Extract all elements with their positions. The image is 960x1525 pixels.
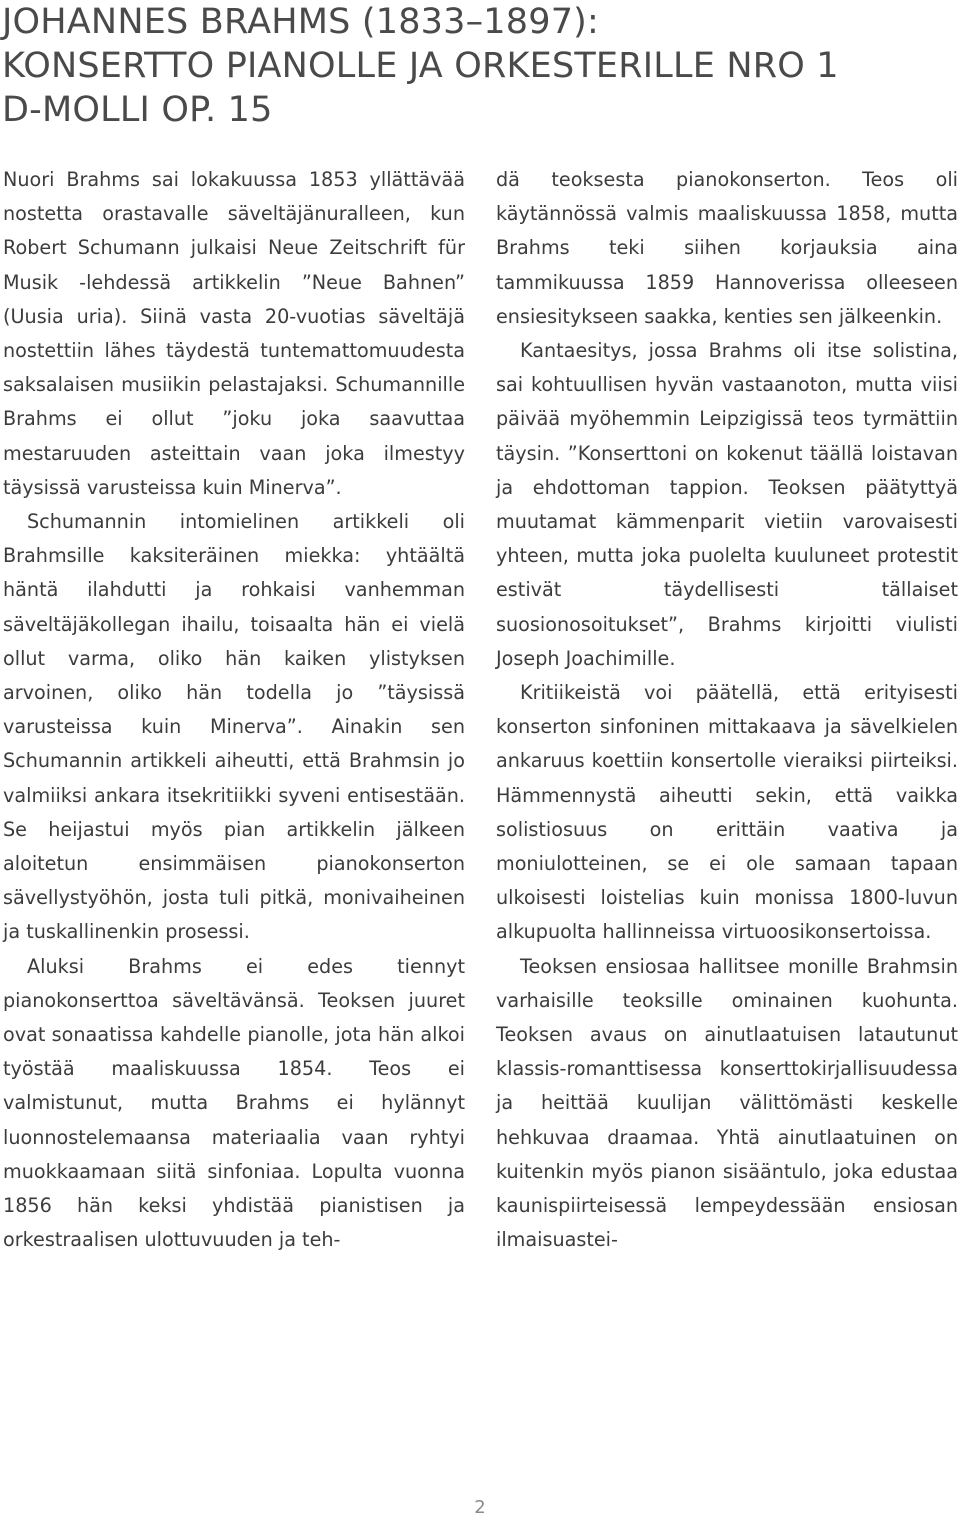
left-column (3, 163, 465, 1258)
page-number: 2 (474, 1497, 486, 1518)
paragraph: Kantaesitys, jossa Brahms oli itse solistina, sai kohtuullisen hyvän vastaanoton, mutta viisi päivää myöhemmin Leipzigissä teos tyrmättiin täysin. ”Konserttoni on kokenut täällä loistavan ja ehdottoman tappion. Teoksen päätyttyä muutamat kämmenparit vietiin varovaisesti yhteen, mutta joka puolelta kuuluneet protestit estivät täydellisesti tällaiset suosionosoitukset”, Brahms kirjoitti viulisti Joseph Joachimille. (496, 339, 958, 670)
page-title (2, 0, 952, 132)
paragraph: Teoksen ensiosaa hallitsee monille Brahmsin varhaisille teoksille ominainen kuohunta. Teoksen avaus on ainutlaatuisen latautunut klassis-romanttisessa konserttokirjallisuudessa ja heittää kuulijan välittömästi keskelle hehkuvaa draamaa. Yhtä ainutlaatuinen on kuitenkin myös pianon sisääntulo, joka edustaa kaunispiirteisessä lempeydessään ensiosan ilmaisuastei- (496, 954, 958, 1252)
title-line-3: D-MOLLI OP. 15 (2, 90, 273, 130)
title-line-2: KONSERTTO PIANOLLE JA ORKESTERILLE NRO 1 (2, 46, 839, 86)
paragraph: Schumannin intomielinen artikkeli oli Brahmsille kaksiteräinen miekka: yhtäältä häntä ilahdutti ja rohkaisi vanhemman säveltäjäkollegan ihailu, toisaalta hän ei vielä ollut varma, oliko hän kaiken ylistyksen arvoinen, oliko hän todella jo ”täysissä varusteissa kuin Minerva”. Ainakin sen Schumannin artikkeli aiheutti, että Brahmsin jo valmiiksi ankara itsekritiikki syveni entisestään. Se heijastui myös pian artikkelin jälkeen aloitetun ensimmäisen pianokonserton sävellystyöhön, josta tuli pitkä, monivaiheinen ja tuskallinenkin prosessi. (3, 510, 465, 944)
paragraph: Aluksi Brahms ei edes tiennyt pianokonserttoa säveltävänsä. Teoksen juuret ovat sonaatissa kahdelle pianolle, jota hän alkoi työstää maaliskuussa 1854. Teos ei valmistunut, mutta Brahms ei hylännyt luonnostelemaansa materiaalia vaan ryhtyi muokkaamaan siitä sinfoniaa. Lopulta vuonna 1856 hän keksi yhdistää pianistisen ja orkestraalisen ulottuvuuden ja teh- (3, 954, 465, 1252)
title-line-1: JOHANNES BRAHMS (1833–1897): (2, 2, 600, 42)
right-column (496, 163, 958, 1258)
paragraph: Nuori Brahms sai lokakuussa 1853 yllättävää nostetta orastavalle säveltäjänuralleen, kun Robert Schumann julkaisi Neue Zeitschrift für Musik -lehdessä artikkelin ”Neue Bahnen” (Uusia uria). Siinä vasta 20-vuotias säveltäjä nostettiin lähes täydestä tuntemattomuudesta saksalaisen musiikin pelastajaksi. Schumannille Brahms ei ollut ”joku joka saavuttaa mestaruuden asteittain vaan joka ilmestyy täysissä varusteissa kuin Minerva”. (3, 168, 465, 499)
paragraph: Kritiikeistä voi päätellä, että erityisesti konserton sinfoninen mittakaava ja sävelkielen ankaruus koettiin konsertolle vieraiksi piirteiksi. Hämmennystä aiheutti sekin, että vaikka solistiosuus on erittäin vaativa ja moniulotteinen, se ei ole samaan tapaan ulkoisesti loistelias kuin monissa 1800-luvun alkupuolta hallinneissa virtuoosikonsertoissa. (496, 681, 958, 944)
paragraph: dä teoksesta pianokonserton. Teos oli käytännössä valmis maaliskuussa 1858, mutta Brahms teki siihen korjauksia aina tammikuussa 1859 Hannoverissa olleeseen ensiesitykseen saakka, kenties sen jälkeenkin. (496, 168, 958, 328)
